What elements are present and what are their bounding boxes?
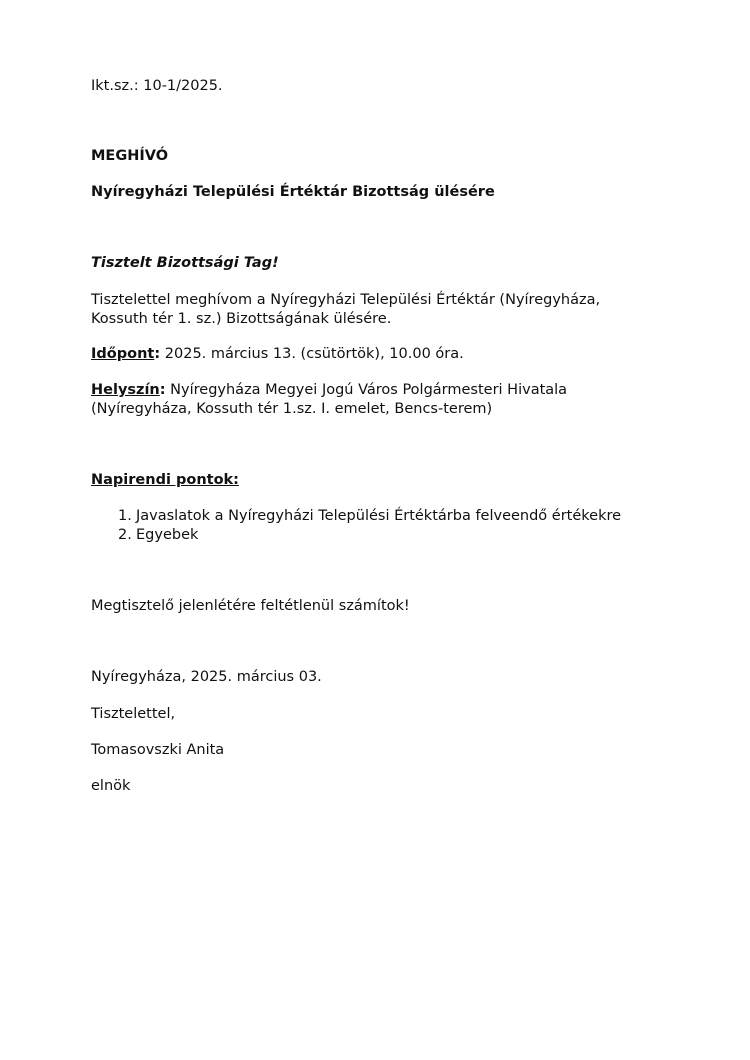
- meeting-time: [91, 345, 464, 364]
- place-value-line-1: Nyíregyháza Megyei Jogú Város Polgármesteri Hivatala: [165, 382, 568, 398]
- intro-line-1: Tisztelettel meghívom a Nyíregyházi Települési Értéktár (Nyíregyháza,: [91, 292, 601, 308]
- agenda-item: [118, 507, 621, 526]
- regards: Tisztelettel,: [91, 706, 176, 722]
- time-colon: :: [154, 346, 161, 362]
- closing-sentence: Megtisztelő jelenlétére feltétlenül számítok!: [91, 598, 410, 614]
- agenda-item-text: Javaslatok a Nyíregyházi Települési Értéktárba felveendő értékekre: [136, 508, 622, 524]
- agenda-item-number: 2.: [118, 527, 132, 543]
- signer-title: elnök: [91, 778, 131, 794]
- place-label: Helyszín: [91, 382, 160, 398]
- intro-line-2: Kossuth tér 1. sz.) Bizottságának ülésére.: [91, 311, 392, 327]
- salutation: Tisztelt Bizottsági Tag!: [91, 255, 279, 271]
- agenda-list: [118, 507, 621, 545]
- time-label: Időpont: [91, 346, 155, 362]
- agenda-heading: Napirendi pontok:: [91, 472, 239, 488]
- place-and-date: Nyíregyháza, 2025. március 03.: [91, 669, 322, 685]
- agenda-item: [118, 526, 621, 545]
- place-value-line-2: (Nyíregyháza, Kossuth tér 1.sz. I. emelet, Bencs-terem): [91, 401, 493, 417]
- agenda-item-number: 1.: [118, 508, 132, 524]
- meeting-place: [91, 381, 567, 400]
- signer-name: Tomasovszki Anita: [91, 742, 225, 758]
- agenda-item-text: Egyebek: [136, 527, 199, 543]
- place-colon: :: [159, 382, 166, 398]
- time-value: 2025. március 13. (csütörtök), 10.00 óra.: [160, 346, 464, 362]
- reference-number: Ikt.sz.: 10-1/2025.: [91, 78, 223, 94]
- document-subheading: Nyíregyházi Települési Értéktár Bizottság ülésére: [91, 184, 495, 200]
- document-heading: MEGHÍVÓ: [91, 148, 169, 164]
